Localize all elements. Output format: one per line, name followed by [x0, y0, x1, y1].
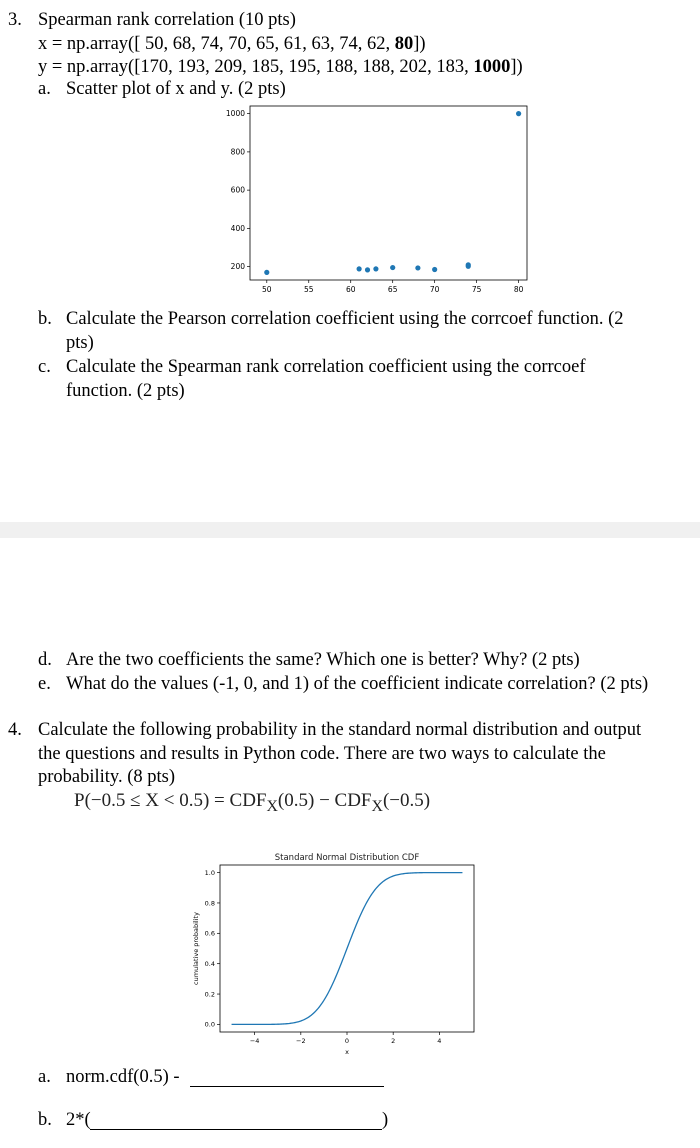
scatter-x-tick-label: 80 [513, 285, 524, 294]
scatter-point [357, 266, 362, 271]
formula-end: (−0.5) [382, 790, 431, 811]
cdf-y-tick-label: 0.6 [204, 929, 215, 938]
q4b-close-paren: ) [382, 1110, 389, 1130]
formula-lhs: P(−0.5 ≤ X < 0.5) = CDF [74, 790, 267, 811]
scatter-y-tick-label: 800 [230, 147, 245, 157]
q4b-answer-blank[interactable] [90, 1113, 382, 1130]
cdf-chart-title: Standard Normal Distribution CDF [274, 853, 420, 863]
scatter-x-tick-label: 55 [303, 285, 314, 294]
cdf-y-tick-label: 1.0 [204, 868, 215, 877]
scatter-x-tick-label: 75 [471, 285, 482, 294]
formula-sub-1: X [266, 797, 278, 815]
y-array-prefix: y = np.array([170, 193, 209, 185, 195, 188, 188, 202, 183, [38, 57, 474, 77]
scatter-y-tick-label: 1000 [225, 109, 245, 119]
q3d-text: Are the two coefficients the same? Which one is better? Why? (2 pts) [66, 650, 580, 670]
q3b-label: b. [38, 309, 52, 329]
scatter-point [264, 270, 269, 275]
scatter-x-tick-label: 60 [345, 285, 356, 294]
scatter-point [415, 265, 420, 270]
q3e-text: What do the values (-1, 0, and 1) of the coefficient indicate correlation? (2 pts) [66, 674, 649, 694]
formula-sub-2: X [371, 797, 383, 815]
q4-text-line1: Calculate the following probability in the standard normal distribution and output [38, 720, 642, 740]
cdf-x-tick-label: −2 [296, 1037, 306, 1045]
cdf-y-axis-label: cumulative probability [192, 912, 200, 985]
q3b-text-line1: Calculate the Pearson correlation coefficient using the corrcoef function. (2 [66, 309, 624, 329]
q3-title: Spearman rank correlation (10 pts) [38, 10, 296, 30]
probability-formula [74, 788, 430, 820]
cdf-x-tick-label: 2 [391, 1037, 396, 1045]
scatter-y-tick-label: 400 [230, 223, 245, 233]
y-array-bold: 1000 [473, 57, 511, 77]
scatter-x-tick-label: 70 [429, 285, 440, 294]
q3b-text-line2: pts) [66, 333, 94, 353]
scatter-point [390, 265, 395, 270]
q4-number: 4. [8, 720, 22, 740]
cdf-x-tick-label: −4 [249, 1037, 260, 1045]
q4a-answer-blank[interactable] [190, 1070, 384, 1087]
x-array-prefix: x = np.array([ 50, 68, 74, 70, 65, 61, 63, 74, 62, [38, 34, 395, 54]
scatter-point [516, 111, 521, 116]
scatter-point [466, 264, 471, 269]
q4-text-line3: probability. (8 pts) [38, 767, 176, 787]
y-array-suffix: ]) [510, 57, 523, 77]
cdf-x-tick-label: 4 [437, 1037, 442, 1045]
q3-number: 3. [8, 10, 22, 30]
q3c-text-line2: function. (2 pts) [66, 381, 185, 401]
q4-text-line2: the questions and results in Python code. There are two ways to calculate the [38, 744, 606, 764]
cdf-curve [232, 873, 463, 1025]
cdf-chart [185, 845, 485, 1060]
q3c-label: c. [38, 357, 51, 377]
q4b-text: 2*( [66, 1110, 91, 1130]
cdf-x-tick-label: 0 [344, 1037, 350, 1045]
cdf-y-tick-label: 0.0 [204, 1020, 215, 1029]
scatter-point [365, 267, 370, 272]
cdf-y-tick-label: 0.2 [204, 990, 215, 999]
scatter-y-tick-label: 200 [230, 262, 245, 272]
scatter-point [432, 267, 437, 272]
scatter-point [373, 266, 378, 271]
scatter-x-tick-label: 65 [387, 285, 398, 294]
q3e-label: e. [38, 674, 51, 694]
scatter-x-tick-label: 50 [262, 285, 272, 294]
scatter-y-tick-label: 600 [230, 185, 245, 195]
formula-mid: (0.5) − CDF [277, 790, 372, 811]
cdf-x-axis-label: x [345, 1048, 349, 1056]
scatter-chart [200, 100, 540, 300]
q4a-text: norm.cdf(0.5) - [66, 1067, 180, 1087]
x-array-bold: 80 [394, 34, 414, 54]
cdf-y-tick-label: 0.4 [204, 959, 215, 968]
page-break-band [0, 522, 700, 538]
q3a-label: a. [38, 79, 51, 99]
q3d-label: d. [38, 650, 52, 670]
q3-y-array [38, 55, 523, 79]
q4a-label: a. [38, 1067, 51, 1087]
q3a-text: Scatter plot of x and y. (2 pts) [66, 79, 286, 99]
q3c-text-line1: Calculate the Spearman rank correlation coefficient using the corrcoef [66, 357, 586, 377]
q3-x-array [38, 32, 426, 56]
x-array-suffix: ]) [413, 34, 426, 54]
cdf-y-tick-label: 0.8 [204, 899, 215, 908]
q4b-label: b. [38, 1110, 52, 1130]
scatter-plot-frame [250, 106, 527, 280]
